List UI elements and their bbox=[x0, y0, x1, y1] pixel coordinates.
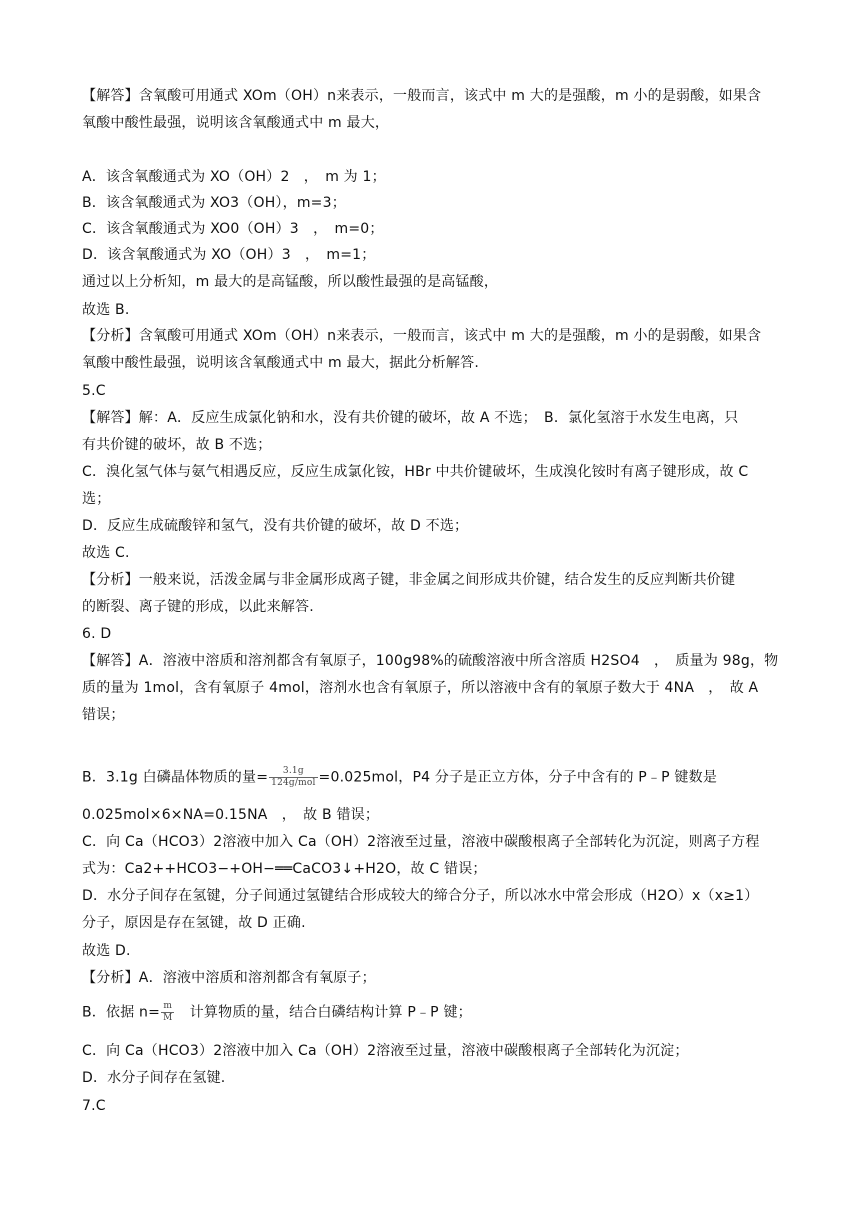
question-number: 5.C bbox=[82, 383, 106, 399]
fraction bbox=[161, 1001, 174, 1024]
text-line: A．该含氧酸通式为 XO（OH）2 ， m 为 1； bbox=[82, 169, 386, 185]
text-line: 氧酸中酸性最强，说明该含氧酸通式中 m 最大， bbox=[82, 115, 390, 131]
text-line: 分子，原因是存在氢键，故 D 正确. bbox=[82, 915, 306, 931]
text-line: 氧酸中酸性最强，说明该含氧酸通式中 m 最大，据此分析解答. bbox=[82, 355, 479, 371]
text-line: C．向 Ca（HCO3）2溶液中加入 Ca（OH）2溶液至过量，溶液中碳酸根离子全部转化为沉淀，则离子方程 bbox=[82, 834, 760, 850]
text-segment: 计算物质的量，结合白磷结构计算 P﹣P 键； bbox=[175, 1004, 472, 1021]
text-line: 【分析】A．溶液中溶质和溶剂都含有氧原子； bbox=[82, 970, 376, 986]
text-line: B．该含氧酸通式为 XO3（OH），m=3； bbox=[82, 195, 346, 211]
text-line-with-fraction bbox=[82, 1001, 782, 1024]
text-line-with-fraction bbox=[82, 766, 782, 789]
fraction-denominator: M bbox=[163, 1013, 173, 1023]
text-line: D．水分子间存在氢键，分子间通过氢键结合形成较大的缔合分子，所以冰水中常会形成（H2O）x（x≥1） bbox=[82, 888, 759, 904]
text-segment: B．依据 n= bbox=[82, 1004, 161, 1021]
text-line: 质的量为 1mol，含有氧原子 4mol，溶剂水也含有氧原子，所以溶液中含有的氧原子数大于 4NA ， 故 A bbox=[82, 680, 759, 696]
text-line: 式为：Ca2++HCO3−+OH−══CaCO3↓+H2O，故 C 错误； bbox=[82, 861, 487, 877]
question-number: 7.C bbox=[82, 1098, 106, 1114]
text-line: 的断裂、离子键的形成，以此来解答. bbox=[82, 599, 314, 615]
text-line: 【解答】A．溶液中溶质和溶剂都含有氧原子，100g98%的硫酸溶液中所含溶质 H2SO4 ， 质量为 98g，物 bbox=[82, 653, 779, 669]
text-line: 通过以上分析知，m 最大的是高锰酸，所以酸性最强的是高锰酸， bbox=[82, 274, 499, 290]
question-number: 6. D bbox=[82, 626, 112, 642]
text-line: 选； bbox=[82, 491, 111, 507]
text-line: 错误； bbox=[82, 707, 125, 723]
text-line: 0.025mol×6×NA=0.15NA ， 故 B 错误； bbox=[82, 807, 380, 823]
text-line: 故选 C. bbox=[82, 545, 130, 561]
fraction bbox=[269, 766, 317, 789]
text-line: 【解答】解：A．反应生成氯化钠和水，没有共价键的破坏，故 A 不选； B．氯化氢溶于水发生电离，只 bbox=[82, 410, 739, 426]
text-line: 故选 D. bbox=[82, 943, 131, 959]
text-line: C．溴化氢气体与氨气相遇反应，反应生成氯化铵，HBr 中共价键破坏，生成溴化铵时有离子键形成，故 C bbox=[82, 464, 749, 480]
text-line: 【分析】一般来说，活泼金属与非金属形成离子键，非金属之间形成共价键，结合发生的反应判断共价键 bbox=[82, 572, 736, 588]
text-line: C．该含氧酸通式为 XO0（OH）3 ， m=0； bbox=[82, 221, 384, 237]
text-segment: B．3.1g 白磷晶体物质的量= bbox=[82, 769, 269, 786]
fraction-denominator: 124g/mol bbox=[271, 778, 316, 788]
fraction-numerator: 3.1g bbox=[269, 766, 317, 778]
text-line: 有共价键的破坏，故 B 不选； bbox=[82, 437, 272, 453]
text-line: 【解答】含氧酸可用通式 XOm（OH）n来表示，一般而言，该式中 m 大的是强酸，m 小的是弱酸，如果含 bbox=[82, 88, 762, 104]
text-line: D．水分子间存在氢键. bbox=[82, 1070, 226, 1086]
fraction-numerator: m bbox=[161, 1001, 174, 1013]
text-line: C．向 Ca（HCO3）2溶液中加入 Ca（OH）2溶液至过量，溶液中碳酸根离子全部转化为沉淀； bbox=[82, 1043, 689, 1059]
text-line: D．该含氧酸通式为 XO（OH）3 ， m=1； bbox=[82, 247, 376, 263]
text-line: D．反应生成硫酸锌和氢气，没有共价键的破坏，故 D 不选； bbox=[82, 518, 469, 534]
text-segment: =0.025mol，P4 分子是正立方体，分子中含有的 P﹣P 键数是 bbox=[318, 769, 718, 786]
text-line: 故选 B. bbox=[82, 302, 130, 318]
text-line: 【分析】含氧酸可用通式 XOm（OH）n来表示，一般而言，该式中 m 大的是强酸，m 小的是弱酸，如果含 bbox=[82, 328, 762, 344]
